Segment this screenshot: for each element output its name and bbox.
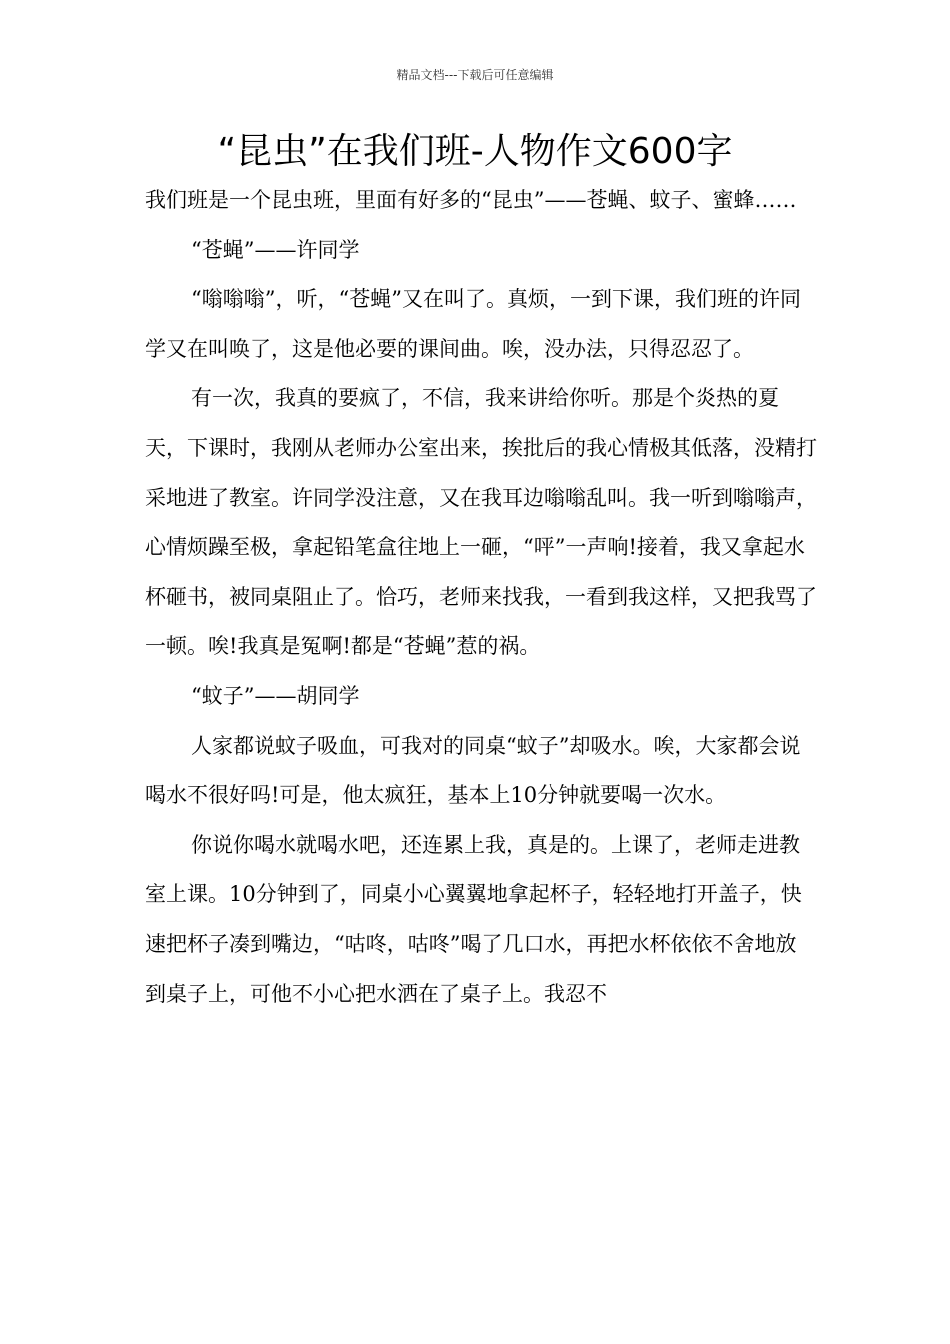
document-title: “昆虫”在我们班-人物作文600字 bbox=[217, 131, 733, 172]
paragraph-intro: 我们班是一个昆虫班，里面有好多的“昆虫”——苍蝇、蚊子、蜜蜂…… bbox=[145, 188, 797, 212]
section-heading-mosquito: “蚊子”——胡同学 bbox=[191, 683, 360, 708]
paragraph-fly-2: 有一次，我真的要疯了，不信，我来讲给你听。那是个炎热的夏天，下课时，我刚从老师办公室出来，挨批后的我心情极其低落，没精打采地进了教室。许同学没注意，又在我耳边嗡嗡乱叫。我一听到嗡嗡声，心情烦躁至极，拿起铅笔盒往地上一砸，“呯”一声响!接着，我又拿起水杯砸书，被同桌阻止了。恰巧，老师来找我，一看到我这样，又把我骂了一顿。唉!我真是冤啊!都是“苍蝇”惹的祸。 bbox=[145, 386, 817, 659]
section-heading-fly: “苍蝇”——许同学 bbox=[191, 237, 360, 262]
header-note: 精品文档---下载后可任意编辑 bbox=[396, 68, 554, 82]
paragraph-fly-1: “嗡嗡嗡”，听，“苍蝇”又在叫了。真烦，一到下课，我们班的许同学又在叫唤了，这是他必要的课间曲。唉，没办法，只得忍忍了。 bbox=[145, 287, 801, 361]
paragraph-mosquito-1: 人家都说蚊子吸血，可我对的同桌“蚊子”却吸水。唉，大家都会说喝水不很好吗!可是，他太疯狂，基本上10分钟就要喝一次水。 bbox=[145, 733, 801, 808]
paragraph-mosquito-2: 你说你喝水就喝水吧，还连累上我，真是的。上课了，老师走进教室上课。10分钟到了，同桌小心翼翼地拿起杯子，轻轻地打开盖子，快速把杯子凑到嘴边，“咕咚，咕咚”喝了几口水，再把水杯依依不舍地放到桌子上，可他不小心把水洒在了桌子上。我忍不 bbox=[145, 832, 802, 1006]
document-body bbox=[145, 176, 817, 1019]
